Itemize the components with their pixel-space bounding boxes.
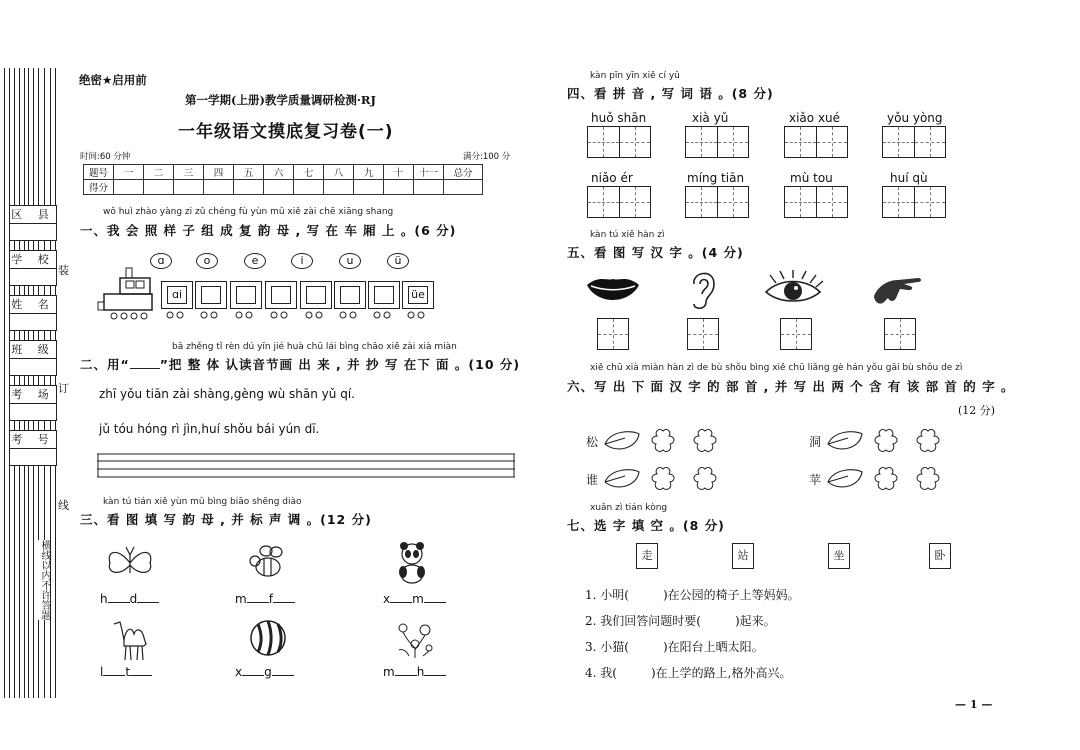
- q3-item[interactable]: [383, 592, 446, 606]
- eye-icon: [762, 270, 824, 310]
- q7-option-char: 卧: [929, 543, 951, 569]
- q3-answer-blank[interactable]: [103, 675, 125, 676]
- camel-icon: [110, 616, 152, 662]
- q7-sentence: [585, 586, 800, 603]
- q4-pinyin: kàn pīn yīn xiě cí yǔ: [590, 71, 680, 81]
- q2-underline-sample: [130, 368, 160, 369]
- q2-pinyin: bǎ zhěng tǐ rèn dú yīn jié huà chū lái bìng chāo xiě zài xià miàn: [172, 342, 457, 352]
- flower-answer-icon[interactable]: [873, 428, 899, 454]
- q3-answer-blank[interactable]: [137, 602, 159, 603]
- q3-item-initial: m: [412, 592, 424, 606]
- field-exam-room[interactable]: 考 场: [9, 385, 57, 421]
- q3-item[interactable]: [100, 592, 159, 606]
- q4-word-pinyin: míng tiān: [687, 171, 745, 185]
- q4-answer-grid[interactable]: [882, 126, 946, 158]
- watermelon-icon: [248, 618, 288, 658]
- field-district[interactable]: 区 县: [9, 205, 57, 241]
- q5-answer-box[interactable]: [884, 318, 916, 350]
- train-car-answer[interactable]: [201, 286, 221, 304]
- q4-word-pinyin: yǒu yòng: [887, 111, 943, 125]
- q6-heading: 六、写 出 下 面 汉 字 的 部 首 , 并 写 出 两 个 含 有 该 部 首 的 字 。: [567, 379, 1015, 394]
- train-car: [402, 281, 434, 309]
- panda-icon: [396, 542, 428, 584]
- flower-answer-icon[interactable]: [650, 428, 676, 454]
- q3-item[interactable]: [235, 592, 295, 606]
- score-cell: 五: [234, 165, 264, 180]
- train-car[interactable]: [195, 281, 227, 309]
- binding-mark-ding: 订: [58, 382, 69, 395]
- train-car-answer[interactable]: [340, 286, 360, 304]
- leaf-icon[interactable]: [603, 466, 641, 492]
- q3-item-initial: x: [383, 592, 391, 606]
- q3-item-initial: l: [100, 665, 104, 679]
- q3-item-initial: m: [383, 665, 395, 679]
- flower-answer-icon[interactable]: [692, 466, 718, 492]
- leaf-icon[interactable]: [603, 428, 641, 454]
- q3-item[interactable]: [383, 665, 446, 679]
- q3-item-initial: d: [129, 592, 138, 606]
- q4-answer-grid[interactable]: [784, 126, 848, 158]
- score-input[interactable]: [204, 180, 234, 195]
- score-input[interactable]: [444, 180, 483, 195]
- score-input[interactable]: [114, 180, 144, 195]
- score-cell: 总分: [444, 165, 483, 180]
- flower-answer-icon[interactable]: [873, 466, 899, 492]
- time-limit: 时间:60 分钟: [80, 152, 131, 162]
- train-wheels-icon: [160, 310, 436, 320]
- q7-sentence-post: )起来。: [734, 614, 776, 628]
- q4-word-pinyin: xià yǔ: [692, 111, 729, 125]
- field-name[interactable]: 姓 名: [9, 295, 57, 331]
- q6-char: 谁: [586, 473, 599, 487]
- q3-answer-blank[interactable]: [272, 675, 294, 676]
- q4-answer-grid[interactable]: [784, 186, 848, 218]
- score-cell: 题号: [84, 165, 114, 180]
- q7-sentence: [585, 638, 764, 655]
- q4-answer-grid[interactable]: [685, 186, 749, 218]
- flower-answer-icon[interactable]: [650, 466, 676, 492]
- q3-item-initial: f: [268, 592, 273, 606]
- leaf-icon[interactable]: [826, 466, 864, 492]
- mouth-icon: [585, 275, 641, 307]
- butterfly-icon: [104, 545, 156, 581]
- q6-pinyin: xiě chū xià miàn hàn zì de bù shǒu bìng xiě chū liǎng gè hán yǒu gāi bù shǒu de zì: [590, 363, 963, 373]
- q4-word-pinyin: niǎo ér: [591, 171, 633, 185]
- q7-sentence: [585, 664, 791, 681]
- q4-answer-grid[interactable]: [587, 186, 651, 218]
- train-car[interactable]: [230, 281, 262, 309]
- score-input[interactable]: [144, 180, 174, 195]
- q3-answer-blank[interactable]: [424, 602, 446, 603]
- score-cell: 十一: [414, 165, 444, 180]
- score-input[interactable]: [174, 180, 204, 195]
- vowel-oval: u: [339, 253, 361, 269]
- score-input[interactable]: [324, 180, 354, 195]
- score-cell: 得分: [84, 180, 114, 195]
- train-car: [161, 281, 193, 309]
- q5-pinyin: kàn tú xiě hàn zì: [590, 230, 665, 240]
- q3-item-initial: g: [264, 665, 272, 679]
- train-car-answer[interactable]: [306, 286, 326, 304]
- score-input[interactable]: [354, 180, 384, 195]
- q3-pinyin: kàn tú tián xiě yùn mǔ bìng biāo shēng diào: [103, 497, 302, 507]
- q2-heading-pre: 二、用“: [80, 357, 130, 372]
- score-cell: 二: [144, 165, 174, 180]
- secret-label: 绝密★启用前: [79, 73, 147, 87]
- q3-item-initial: x: [235, 665, 243, 679]
- q2-heading-post: ”把 整 体 认读音节画 出 来 , 并 抄 写 在下 面 。(10 分): [159, 357, 521, 372]
- score-input[interactable]: [384, 180, 414, 195]
- vowel-oval: ü: [387, 253, 409, 269]
- q6-char: 苹: [809, 473, 822, 487]
- q3-answer-blank[interactable]: [247, 602, 269, 603]
- train-car-answer[interactable]: [271, 286, 291, 304]
- q3-item[interactable]: [235, 665, 294, 679]
- q4-heading: 四、看 拼 音 , 写 词 语 。(8 分): [567, 86, 774, 101]
- vowel-oval: i: [291, 253, 313, 269]
- q4-word-pinyin: huí qù: [890, 171, 928, 185]
- score-table-header-row: [84, 165, 483, 180]
- exam-subtitle: 第一学期(上册)教学质量调研检测·RJ: [185, 93, 376, 107]
- train-car[interactable]: [368, 281, 400, 309]
- q2-heading: [80, 355, 520, 373]
- q7-sentence: [585, 612, 776, 629]
- vowel-oval: ɑ: [150, 253, 172, 269]
- q3-item[interactable]: [100, 665, 152, 679]
- q3-answer-blank[interactable]: [108, 602, 130, 603]
- ear-icon: [686, 268, 720, 312]
- binding-mark-xian: 线: [58, 499, 69, 512]
- flower-answer-icon[interactable]: [915, 428, 941, 454]
- q6-score: (12 分): [958, 404, 996, 417]
- q7-sentence-post: )在阳台上晒太阳。: [662, 640, 764, 654]
- q3-item-initial: m: [235, 592, 247, 606]
- score-input[interactable]: [234, 180, 264, 195]
- train-car-answer: üe: [408, 286, 428, 304]
- flower-answer-icon[interactable]: [915, 466, 941, 492]
- hand-icon: [870, 272, 926, 308]
- q3-heading: 三、看 图 填 写 韵 母 , 并 标 声 调 。(12 分): [80, 512, 372, 527]
- q5-answer-box[interactable]: [597, 318, 629, 350]
- q7-option-char: 走: [636, 543, 658, 569]
- score-cell: 八: [324, 165, 354, 180]
- q3-item-initial: h: [100, 592, 108, 606]
- field-exam-number[interactable]: 考 号: [9, 430, 57, 466]
- score-cell: 九: [354, 165, 384, 180]
- q4-word-pinyin: mù tou: [790, 171, 833, 185]
- score-table-score-row: [84, 180, 483, 195]
- q3-answer-blank[interactable]: [424, 675, 446, 676]
- q1-pinyin: wǒ huì zhào yàng zi zǔ chéng fù yùn mǔ xiě zài chē xiāng shang: [103, 207, 394, 217]
- q7-sentence-pre: 2. 我们回答问题时要(: [585, 614, 701, 628]
- q4-answer-grid[interactable]: [587, 126, 651, 158]
- q4-answer-grid[interactable]: [685, 126, 749, 158]
- flower-plant-icon: [395, 620, 437, 660]
- q5-answer-box[interactable]: [780, 318, 812, 350]
- field-class[interactable]: 班 级: [9, 340, 57, 376]
- flower-answer-icon[interactable]: [692, 428, 718, 454]
- q3-answer-blank[interactable]: [130, 675, 152, 676]
- score-table: [83, 164, 483, 195]
- q3-answer-blank[interactable]: [395, 675, 417, 676]
- q7-sentence-pre: 1. 小明(: [585, 588, 629, 602]
- q6-char: 洞: [809, 435, 822, 449]
- q7-option-char: 坐: [828, 543, 850, 569]
- q7-pinyin: xuǎn zì tián kòng: [590, 503, 668, 513]
- train-car-answer: ɑi: [167, 286, 187, 304]
- q1-heading: 一、我 会 照 样 子 组 成 复 韵 母 , 写 在 车 厢 上 。(6 分): [80, 223, 457, 238]
- q4-answer-grid[interactable]: [882, 186, 946, 218]
- q7-sentence-pre: 3. 小猫(: [585, 640, 629, 654]
- q3-answer-blank[interactable]: [242, 675, 264, 676]
- q4-word-pinyin: huǒ shān: [591, 111, 647, 125]
- train-engine-icon: [96, 266, 158, 322]
- field-school[interactable]: 学 校: [9, 250, 57, 286]
- vowel-oval: o: [196, 253, 218, 269]
- q5-heading: 五、看 图 写 汉 字 。(4 分): [567, 245, 744, 260]
- full-score: 满分:100 分: [463, 152, 511, 162]
- q7-heading: 七、选 字 填 空 。(8 分): [567, 518, 725, 533]
- binding-vertical-note: 横线以内不许答题: [36, 540, 50, 620]
- q3-item-initial: t: [125, 665, 131, 679]
- score-cell: 四: [204, 165, 234, 180]
- q7-sentence-pre: 4. 我(: [585, 666, 617, 680]
- score-cell: 三: [174, 165, 204, 180]
- train-car[interactable]: [300, 281, 332, 309]
- q7-sentence-post: )在上学的路上,格外高兴。: [650, 666, 792, 680]
- vowel-oval: e: [244, 253, 266, 269]
- bee-icon: [246, 543, 288, 583]
- q2-poem-line-1: zhī yǒu tiān zài shàng,gèng wù shān yǔ qí.: [99, 387, 355, 401]
- q5-answer-box[interactable]: [687, 318, 719, 350]
- q3-answer-blank[interactable]: [273, 602, 295, 603]
- score-cell: 十: [384, 165, 414, 180]
- q7-sentence-post: )在公园的椅子上等妈妈。: [662, 588, 800, 602]
- train-car[interactable]: [334, 281, 366, 309]
- q2-poem-line-2: jǔ tóu hóng rì jìn,huí shǒu bái yún dī.: [99, 422, 320, 436]
- q7-option-char: 站: [732, 543, 754, 569]
- q2-writing-lines[interactable]: [97, 453, 515, 479]
- score-cell: 六: [264, 165, 294, 180]
- score-cell: 一: [114, 165, 144, 180]
- score-cell: 七: [294, 165, 324, 180]
- q3-item-initial: h: [416, 665, 425, 679]
- binding-mark-zhuang: 装: [58, 264, 69, 277]
- train-car-answer[interactable]: [236, 286, 256, 304]
- page-number: — 1 —: [955, 698, 993, 711]
- q4-word-pinyin: xiǎo xué: [789, 111, 841, 125]
- leaf-icon[interactable]: [826, 428, 864, 454]
- q6-char: 松: [586, 435, 599, 449]
- score-input[interactable]: [264, 180, 294, 195]
- train-car-answer[interactable]: [374, 286, 394, 304]
- train-car[interactable]: [265, 281, 297, 309]
- score-input[interactable]: [414, 180, 444, 195]
- q3-answer-blank[interactable]: [390, 602, 412, 603]
- score-input[interactable]: [294, 180, 324, 195]
- page-title: 一年级语文摸底复习卷(一): [178, 122, 394, 142]
